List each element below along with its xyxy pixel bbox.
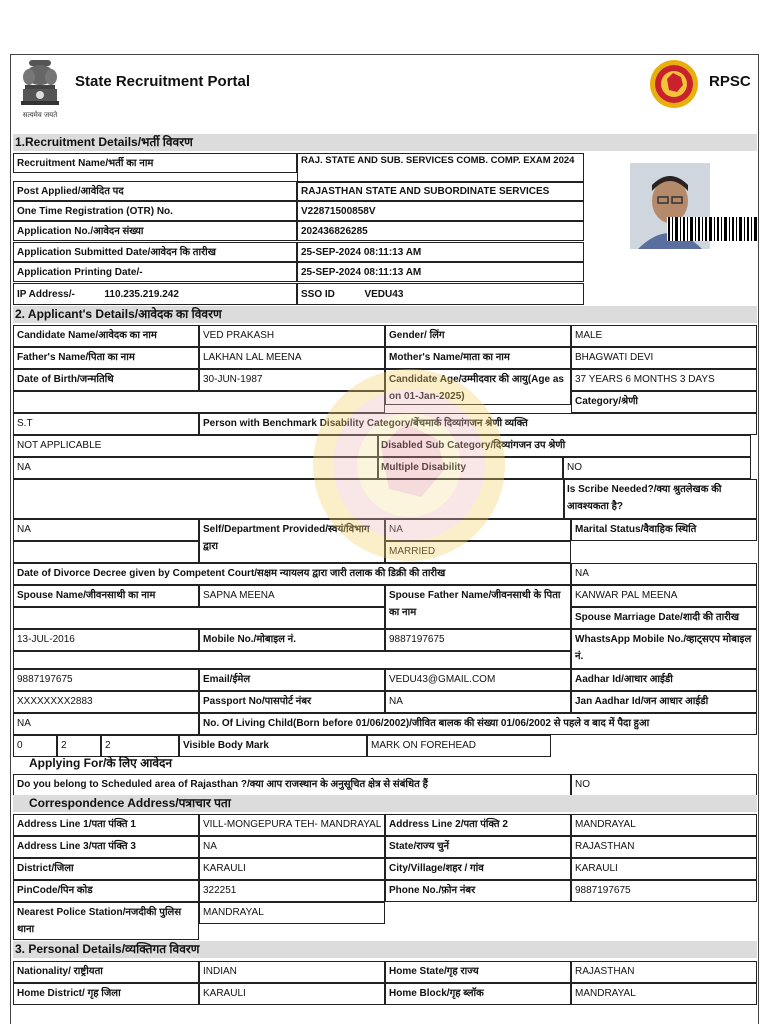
- category-label: Category/श्रेणी: [571, 391, 757, 413]
- ip-address-row: [13, 283, 297, 305]
- dob-label: Date of Birth/जन्मतिथि: [13, 369, 199, 391]
- recruitment-name-value: RAJ. STATE AND SUB. SERVICES COMB. COMP. EXAM 2024: [297, 153, 584, 183]
- blank-cell: [13, 541, 199, 563]
- address-line1-value: VILL-MONGEPURA TEH- MANDRAYAL: [199, 814, 385, 836]
- home-state-value: RAJASTHAN: [571, 961, 757, 983]
- pincode-label: PinCode/पिन कोड: [13, 880, 199, 902]
- section-correspondence-address: Correspondence Address/पत्राचार पता: [13, 795, 757, 812]
- home-block-value: MANDRAYAL: [571, 983, 757, 1005]
- rpsc-logo-icon: [649, 59, 699, 109]
- father-name-label: Father's Name/पिता का नाम: [13, 347, 199, 369]
- printing-date-label: Application Printing Date/-: [13, 262, 297, 282]
- section-personal-details: 3. Personal Details/व्यक्तिगत विवरण: [13, 941, 757, 958]
- email-value: VEDU43@GMAIL.COM: [385, 669, 571, 691]
- section-applying-for: Applying For/के लिए आवेदन: [29, 756, 173, 770]
- marital-status-label: Marital Status/वैवाहिक स्थिति: [571, 519, 757, 541]
- national-emblem-icon: [15, 57, 65, 123]
- sso-id-label: SSO ID: [301, 289, 335, 300]
- portal-title: State Recruitment Portal: [75, 73, 251, 90]
- home-district-value: KARAULI: [199, 983, 385, 1005]
- sso-id-value: VEDU43: [364, 289, 404, 300]
- jan-aadhar-value: NA: [13, 713, 199, 735]
- divorce-date-value: NA: [571, 563, 757, 585]
- mother-name-label: Mother's Name/माता का नाम: [385, 347, 571, 369]
- section-recruitment-details: 1.Recruitment Details/भर्ती विवरण: [13, 134, 757, 151]
- aadhar-label: Aadhar Id/आधार आईडी: [571, 669, 757, 691]
- phone-value: 9887197675: [571, 880, 757, 902]
- rpsc-label: RPSC: [709, 73, 751, 90]
- blank-cell: [13, 607, 385, 629]
- address-line3-label: Address Line 3/पता पंक्ति 3: [13, 836, 199, 858]
- candidate-name-label: Candidate Name/आवेदक का नाम: [13, 325, 199, 347]
- spouse-name-label: Spouse Name/जीवनसाथी का नाम: [13, 585, 199, 607]
- disabled-sub-category-label: Disabled Sub Category/दिव्यांगजन उप श्रेणी: [377, 435, 751, 457]
- address-line2-label: Address Line 2/पता पंक्ति 2: [385, 814, 571, 836]
- pwbd-value: NOT APPLICABLE: [13, 435, 379, 457]
- mobile-label: Mobile No./मोबाइल नं.: [199, 629, 385, 651]
- otr-value: V22871500858V: [297, 201, 584, 221]
- marriage-date-value: 13-JUL-2016: [13, 629, 199, 651]
- passport-value: NA: [385, 691, 571, 713]
- police-station-value: MANDRAYAL: [199, 902, 385, 924]
- police-station-label: Nearest Police Station/नजदीकी पुलिस थाना: [13, 902, 199, 940]
- pincode-value: 322251: [199, 880, 385, 902]
- spouse-father-name-value: KANWAR PAL MEENA: [571, 585, 757, 607]
- category-value: S.T: [13, 413, 199, 435]
- post-applied-value: RAJASTHAN STATE AND SUBORDINATE SERVICES: [297, 181, 584, 201]
- home-state-label: Home State/गृह राज्य: [385, 961, 571, 983]
- marital-status-value: MARRIED: [385, 541, 571, 563]
- printing-date-value: 25-SEP-2024 08:11:13 AM: [297, 262, 584, 282]
- barcode-icon: [667, 217, 759, 241]
- recruitment-name-label: Recruitment Name/भर्ती का नाम: [13, 153, 297, 173]
- home-district-label: Home District/ गृह जिला: [13, 983, 199, 1005]
- sso-id-row: [297, 283, 584, 305]
- mobile-value: 9887197675: [385, 629, 571, 651]
- state-label: State/राज्य चुनें: [385, 836, 571, 858]
- address-line1-label: Address Line 1/पता पंक्ति 1: [13, 814, 199, 836]
- application-form: [10, 54, 759, 1024]
- pwbd-label: Person with Benchmark Disability Category/बेंचमार्क दिव्यांगजन श्रेणी व्यक्ति: [199, 413, 757, 435]
- district-label: District/जिला: [13, 858, 199, 880]
- candidate-name-value: VED PRAKASH: [199, 325, 385, 347]
- post-applied-label: Post Applied/आवेदित पद: [13, 181, 297, 201]
- nationality-label: Nationality/ राष्ट्रीयता: [13, 961, 199, 983]
- ip-address-label: IP Address/-: [17, 289, 75, 300]
- scribe-needed-label: Is Scribe Needed?/क्या श्रुतलेखक की आवश्यकता है?: [563, 479, 757, 519]
- multiple-disability-label: Multiple Disability: [377, 457, 563, 479]
- self-department-value: NA: [385, 519, 571, 541]
- city-value: KARAULI: [571, 858, 757, 880]
- application-no-value: 202436826285: [297, 221, 584, 241]
- email-label: Email/ईमेल: [199, 669, 385, 691]
- marriage-date-label: Spouse Marriage Date/शादी की तारीख: [571, 607, 757, 629]
- scheduled-area-value: NO: [571, 774, 757, 796]
- whatsapp-value: 9887197675: [13, 669, 199, 691]
- divorce-date-label: Date of Divorce Decree given by Competent Court/सक्षम न्यायलय द्वारा जारी तलाक की डिक्री की तारीख: [13, 563, 571, 585]
- city-label: City/Village/शहर / गांव: [385, 858, 571, 880]
- otr-label: One Time Registration (OTR) No.: [13, 201, 297, 221]
- state-value: RAJASTHAN: [571, 836, 757, 858]
- blank-cell: [13, 479, 565, 519]
- scribe-needed-value: NA: [13, 519, 199, 541]
- age-label: Candidate Age/उम्मीदवार की आयु(Age as on 01-Jan-2025): [385, 369, 571, 405]
- scheduled-area-label: Do you belong to Scheduled area of Rajasthan ?/क्या आप राजस्थान के अनुसूचित क्षेत्र से संबंधित हैं: [13, 774, 571, 796]
- blank-cell: [13, 391, 385, 413]
- dob-value: 30-JUN-1987: [199, 369, 385, 391]
- blank-cell: [13, 651, 571, 669]
- body-mark-value: MARK ON FOREHEAD: [367, 735, 551, 757]
- jan-aadhar-label: Jan Aadhar Id/जन आधार आईडी: [571, 691, 757, 713]
- gender-label: Gender/ लिंग: [385, 325, 571, 347]
- phone-label: Phone No./फ़ोन नंबर: [385, 880, 571, 902]
- district-value: KARAULI: [199, 858, 385, 880]
- children-before-value: 0: [13, 735, 57, 757]
- whatsapp-label: WhastsApp Mobile No./व्हाट्सएप मोबाइल नं.: [571, 629, 757, 669]
- father-name-value: LAKHAN LAL MEENA: [199, 347, 385, 369]
- form-header: [11, 55, 758, 133]
- age-value: 37 YEARS 6 MONTHS 3 DAYS: [571, 369, 757, 391]
- multiple-disability-value: NO: [563, 457, 751, 479]
- section-applicant-details: 2. Applicant's Details/आवेदक का विवरण: [13, 306, 757, 323]
- address-line2-value: MANDRAYAL: [571, 814, 757, 836]
- emblem-motto: सत्यमेव जयते: [22, 111, 58, 119]
- body-mark-label: Visible Body Mark: [179, 735, 367, 757]
- home-block-label: Home Block/गृह ब्लॉक: [385, 983, 571, 1005]
- ip-address-value: 110.235.219.242: [104, 289, 179, 300]
- living-children-label: No. Of Living Child(Born before 01/06/2002)/जीवित बालक की संख्या 01/06/2002 से पहले व बाद में पैदा हुआ: [199, 713, 757, 735]
- gender-value: MALE: [571, 325, 757, 347]
- children-after-value: 2: [57, 735, 101, 757]
- spouse-name-value: SAPNA MEENA: [199, 585, 385, 607]
- submitted-date-value: 25-SEP-2024 08:11:13 AM: [297, 242, 584, 262]
- disabled-sub-category-value: NA: [13, 457, 379, 479]
- application-no-label: Application No./आवेदन संख्या: [13, 221, 297, 241]
- nationality-value: INDIAN: [199, 961, 385, 983]
- children-total-value: 2: [101, 735, 179, 757]
- submitted-date-label: Application Submitted Date/आवेदन कि तारीख: [13, 242, 297, 262]
- passport-label: Passport No/पासपोर्ट नंबर: [199, 691, 385, 713]
- address-line3-value: NA: [199, 836, 385, 858]
- self-department-label: Self/Department Provided/स्वयं/विभाग द्वारा: [199, 519, 385, 563]
- aadhar-value: XXXXXXXX2883: [13, 691, 199, 713]
- mother-name-value: BHAGWATI DEVI: [571, 347, 757, 369]
- spouse-father-name-label: Spouse Father Name/जीवनसाथी के पिता का नाम: [385, 585, 571, 629]
